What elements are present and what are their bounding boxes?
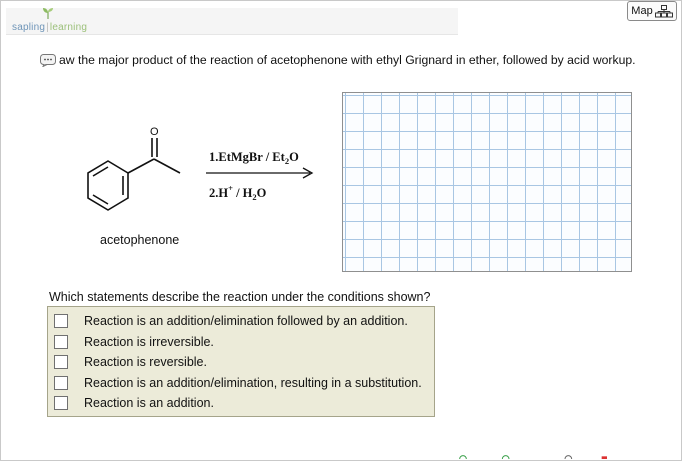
map-button-label: Map bbox=[631, 5, 653, 17]
acetophenone-structure bbox=[80, 118, 190, 218]
logo-text-sapling: sapling bbox=[12, 22, 46, 33]
reagent-step-2-superscript: + bbox=[228, 183, 233, 193]
map-button[interactable] bbox=[627, 1, 677, 21]
oxygen-label: O bbox=[150, 126, 159, 138]
options-panel bbox=[47, 306, 435, 417]
option-checkbox[interactable] bbox=[54, 355, 68, 369]
drawing-canvas[interactable] bbox=[342, 92, 632, 272]
reagent-step-1-subscript: 2 bbox=[284, 156, 290, 166]
footer-toolbar-icons bbox=[420, 455, 650, 459]
option-checkbox[interactable] bbox=[54, 314, 68, 328]
option-label: Reaction is reversible. bbox=[84, 355, 207, 369]
reagent-step-2-subscript: 2 bbox=[252, 192, 257, 202]
option-checkbox[interactable] bbox=[54, 376, 68, 390]
reagent-step-2-tail: O bbox=[256, 186, 267, 200]
option-label: Reaction is an addition/elimination followed by an addition. bbox=[84, 314, 408, 328]
reagent-step-1-tail: O bbox=[289, 150, 299, 164]
reagent-step-1 bbox=[209, 150, 299, 166]
option-row[interactable] bbox=[54, 374, 422, 392]
logo-divider: | bbox=[46, 22, 49, 33]
reagent-step-2-prefix: 2.H bbox=[209, 186, 229, 200]
reagent-step-2 bbox=[209, 183, 266, 202]
molecule-label: acetophenone bbox=[100, 233, 180, 247]
option-checkbox[interactable] bbox=[54, 335, 68, 349]
logo-text-learning: learning bbox=[49, 22, 88, 33]
sitemap-icon bbox=[655, 5, 673, 18]
option-row[interactable] bbox=[54, 312, 408, 330]
option-label: Reaction is an addition/elimination, resulting in a substitution. bbox=[84, 375, 422, 390]
comment-icon[interactable] bbox=[40, 54, 56, 67]
reagent-step-2-mid: / H bbox=[232, 186, 253, 200]
option-row[interactable] bbox=[54, 353, 207, 371]
reagent-step-1-main: 1.EtMgBr / Et bbox=[209, 150, 285, 164]
sapling-learning-logo bbox=[12, 11, 87, 33]
option-row[interactable] bbox=[54, 333, 214, 351]
question-text: aw the major product of the reaction of acetophenone with ethyl Grignard in ether, followed by acid workup. bbox=[59, 53, 636, 67]
option-label: Reaction is an addition. bbox=[84, 396, 214, 410]
question-instruction bbox=[40, 53, 636, 67]
option-checkbox[interactable] bbox=[54, 396, 68, 410]
option-row[interactable] bbox=[54, 394, 214, 412]
sprout-icon bbox=[42, 7, 54, 19]
option-label: Reaction is irreversible. bbox=[84, 334, 214, 349]
statements-question: Which statements describe the reaction under the conditions shown? bbox=[49, 290, 431, 304]
